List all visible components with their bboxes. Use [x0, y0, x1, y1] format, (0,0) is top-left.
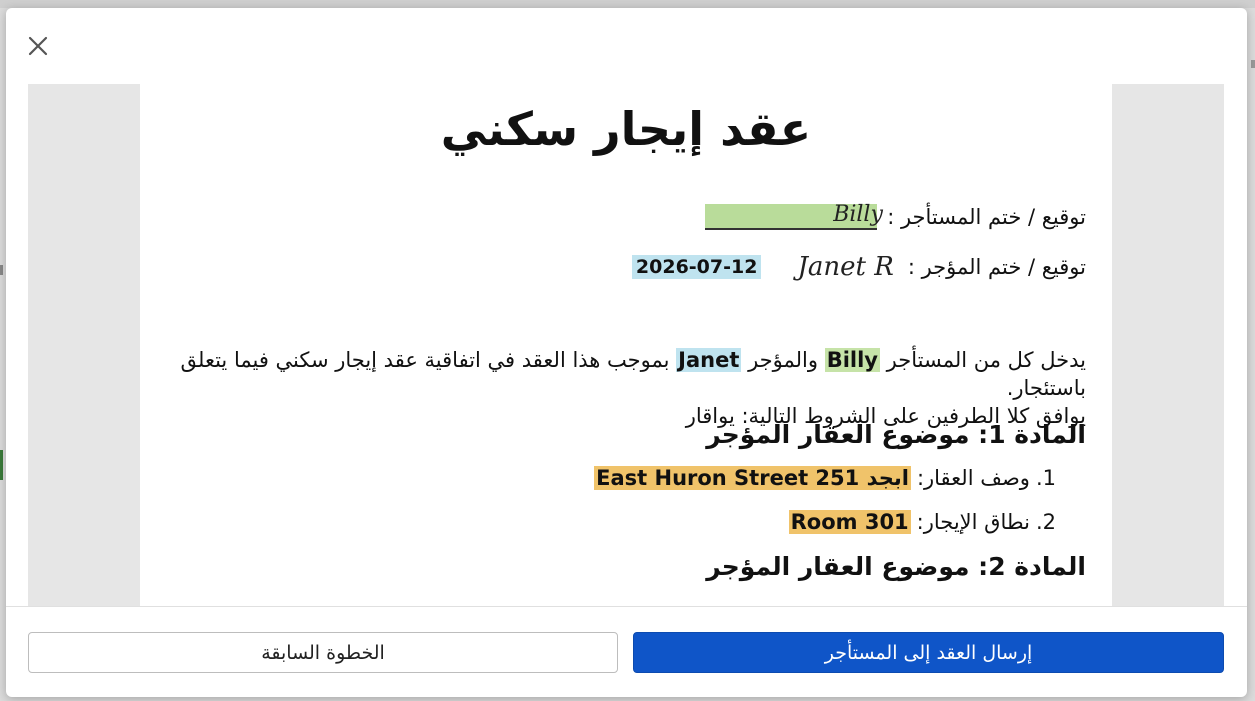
close-icon	[27, 35, 49, 57]
rental-scope-value: Room 301	[790, 510, 909, 534]
intro-paragraph	[166, 346, 1086, 430]
intro-line-2: يوافق كلا الطرفين على الشروط التالية: يواقار	[685, 404, 1086, 428]
tenant-signature-line	[705, 204, 1086, 230]
background-toolbar-strip	[0, 0, 1255, 8]
list-number: 2.	[1035, 510, 1056, 534]
contract-document-page	[140, 84, 1112, 606]
landlord-signature-line	[632, 252, 1086, 282]
property-description-item	[594, 466, 1056, 490]
background-mark	[1251, 60, 1255, 68]
document-title: عقد إيجار سكني	[440, 102, 812, 156]
tenant-signature-label: توقيع / ختم المستأجر :	[887, 205, 1086, 229]
intro-text: يدخل كل من المستأجر	[879, 348, 1086, 372]
intro-text: بموجب هذا العقد في اتفاقية عقد إيجار سكني فيما يتعلق باستئجار.	[180, 348, 1086, 400]
signature-date: 2026-07-12	[632, 255, 762, 279]
rental-scope-item	[789, 510, 1056, 534]
footer-divider	[6, 606, 1247, 607]
close-button[interactable]	[24, 32, 52, 60]
landlord-signature-label: توقيع / ختم المؤجر :	[907, 255, 1086, 279]
document-preview-area[interactable]	[28, 84, 1224, 606]
rental-scope-label: نطاق الإيجار:	[916, 510, 1030, 534]
list-number: 1.	[1035, 466, 1056, 490]
landlord-name: Janet	[678, 348, 740, 372]
article-1-heading: المادة 1: موضوع العقار المؤجر	[706, 420, 1086, 449]
landlord-signature-value: Janet R	[797, 252, 894, 282]
send-to-tenant-button[interactable]: إرسال العقد إلى المستأجر	[633, 632, 1224, 673]
property-description-value: ابجد 251 East Huron Street	[596, 466, 909, 490]
background-mark	[0, 265, 3, 275]
tenant-signature-field[interactable]	[705, 202, 883, 230]
previous-step-button[interactable]: الخطوة السابقة	[28, 632, 618, 673]
property-description-label: وصف العقار:	[916, 466, 1030, 490]
intro-text: والمؤجر	[741, 348, 825, 372]
contract-preview-dialog	[6, 8, 1247, 697]
article-2-heading: المادة 2: موضوع العقار المؤجر	[706, 552, 1086, 581]
tenant-signature-value: Billy	[833, 202, 883, 227]
intro-line-1	[166, 346, 1086, 402]
background-mark	[0, 450, 3, 480]
tenant-name: Billy	[826, 348, 878, 372]
